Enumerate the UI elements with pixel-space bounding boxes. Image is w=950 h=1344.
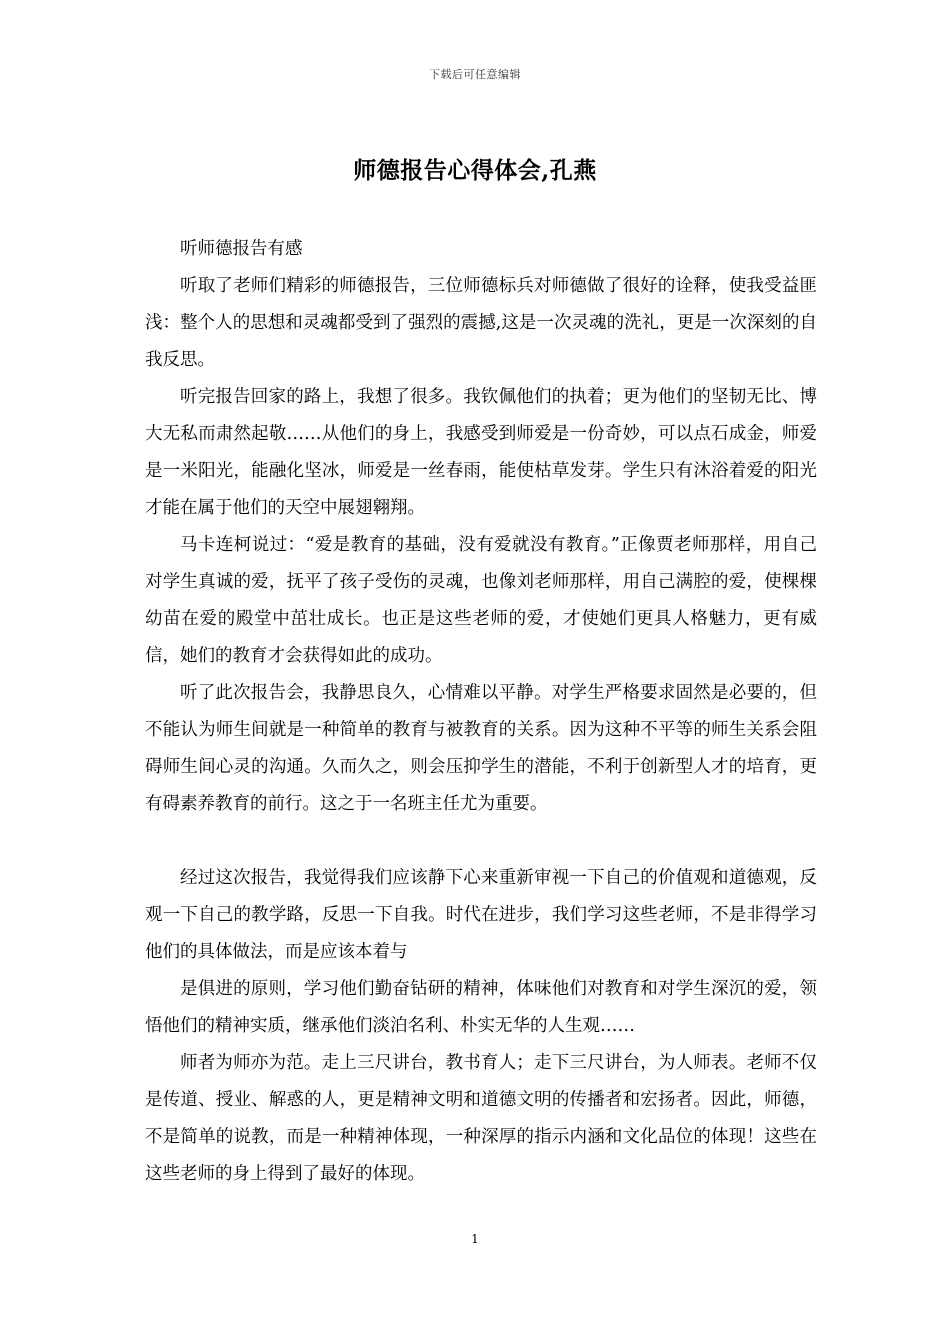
paragraph: 听了此次报告会，我静思良久，心情难以平静。对学生严格要求固然是必要的，但不能认为师生间就是一种简单的教育与被教育的关系。因为这种不平等的师生关系会阻碍师生间心灵的沟通。久而久之，则会压抑学生的潜能，不利于创新型人才的培育，更有碍素养教育的前行。这之于一名班主任尤为重要。 (145, 683, 817, 814)
paragraph: 听取了老师们精彩的师德报告，三位师德标兵对师德做了很好的诠释，使我受益匪浅：整个人的思想和灵魂都受到了强烈的震撼,这是一次灵魂的洗礼，更是一次深刻的自我反思。 (145, 276, 817, 370)
document-body (145, 231, 817, 1193)
paragraph: 马卡连柯说过：“爱是教育的基础，没有爱就没有教育。”正像贾老师那样，用自己对学生真诚的爱，抚平了孩子受伤的灵魂，也像刘老师那样，用自己满腔的爱，使棵棵幼苗在爱的殿堂中茁壮成长。也正是这些老师的爱，才使她们更具人格魅力，更有威信，她们的教育才会获得如此的成功。 (145, 535, 817, 666)
paragraph: 听完报告回家的路上，我想了很多。我钦佩他们的执着；更为他们的坚韧无比、博大无私而肃然起敬……从他们的身上，我感受到师爱是一份奇妙，可以点石成金，师爱是一米阳光，能融化坚冰，师爱是一丝春雨，能使枯草发芽。学生只有沐浴着爱的阳光才能在属于他们的天空中展翅翱翔。 (145, 387, 817, 518)
paragraph-subtitle: 听师德报告有感 (180, 239, 303, 259)
document-title: 师德报告心得体会,孔燕 (353, 157, 597, 184)
page-header: 下载后可任意编辑 (429, 68, 521, 81)
paragraph: 师者为师亦为范。走上三尺讲台，教书育人；走下三尺讲台，为人师表。老师不仅是传道、授业、解惑的人，更是精神文明和道德文明的传播者和宏扬者。因此，师德，不是简单的说教，而是一种精神体现，一种深厚的指示内涵和文化品位的体现！这些在这些老师的身上得到了最好的体现。 (145, 1053, 817, 1184)
page-number: 1 (471, 1232, 479, 1246)
paragraph: 是俱进的原则，学习他们勤奋钻研的精神，体味他们对教育和对学生深沉的爱，领悟他们的精神实质，继承他们淡泊名利、朴实无华的人生观…… (145, 979, 817, 1036)
paragraph: 经过这次报告，我觉得我们应该静下心来重新审视一下自己的价值观和道德观，反观一下自己的教学路，反思一下自我。时代在进步，我们学习这些老师，不是非得学习他们的具体做法，而是应该本着与 (145, 868, 817, 962)
